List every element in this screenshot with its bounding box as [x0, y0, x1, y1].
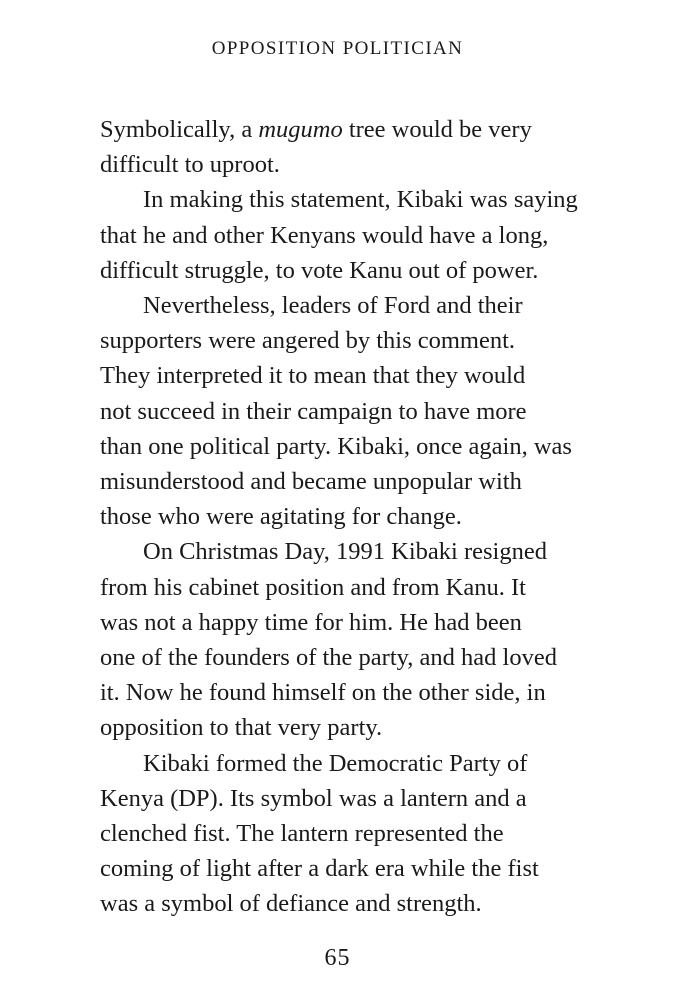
text-line: misunderstood and became unpopular with	[100, 468, 522, 496]
text-line: than one political party. Kibaki, once again, was	[100, 432, 572, 460]
running-head: OPPOSITION POLITICIAN	[211, 38, 464, 59]
text-line: difficult to uproot.	[100, 151, 280, 179]
text-line: supporters were angered by this comment.	[100, 327, 516, 355]
text-line: clenched fist. The lantern represented the	[100, 820, 504, 848]
text-line: those who were agitating for change.	[100, 503, 462, 531]
text-line: from his cabinet position and from Kanu. It	[100, 573, 526, 601]
text-line: that he and other Kenyans would have a long,	[100, 221, 549, 249]
text-line: was a symbol of defiance and strength.	[100, 890, 482, 918]
text-line: They interpreted it to mean that they would	[100, 362, 526, 390]
italic-term: mugumo	[258, 116, 343, 143]
text-line: difficult struggle, to vote Kanu out of power.	[100, 256, 539, 284]
text-line: Kenya (DP). Its symbol was a lantern and a	[100, 784, 527, 812]
text-line: opposition to that very party.	[100, 714, 383, 742]
paragraph-start-line: In making this statement, Kibaki was saying	[143, 186, 578, 214]
paragraph-start-line: Nevertheless, leaders of Ford and their	[143, 292, 523, 320]
text-line: was not a happy time for him. He had been	[100, 608, 522, 636]
paragraph-start-line: Kibaki formed the Democratic Party of	[143, 749, 528, 777]
text-run: tree would be very	[342, 116, 532, 143]
text-line	[100, 112, 620, 147]
text-line: it. Now he found himself on the other side, in	[100, 679, 546, 707]
page-number: 65	[324, 945, 351, 971]
text-run: Symbolically, a	[100, 116, 259, 143]
text-line: one of the founders of the party, and had loved	[100, 644, 557, 672]
body-text	[100, 112, 620, 922]
paragraph-start-line: On Christmas Day, 1991 Kibaki resigned	[143, 538, 547, 566]
text-line: coming of light after a dark era while the fist	[100, 855, 539, 883]
text-line: not succeed in their campaign to have more	[100, 397, 527, 425]
